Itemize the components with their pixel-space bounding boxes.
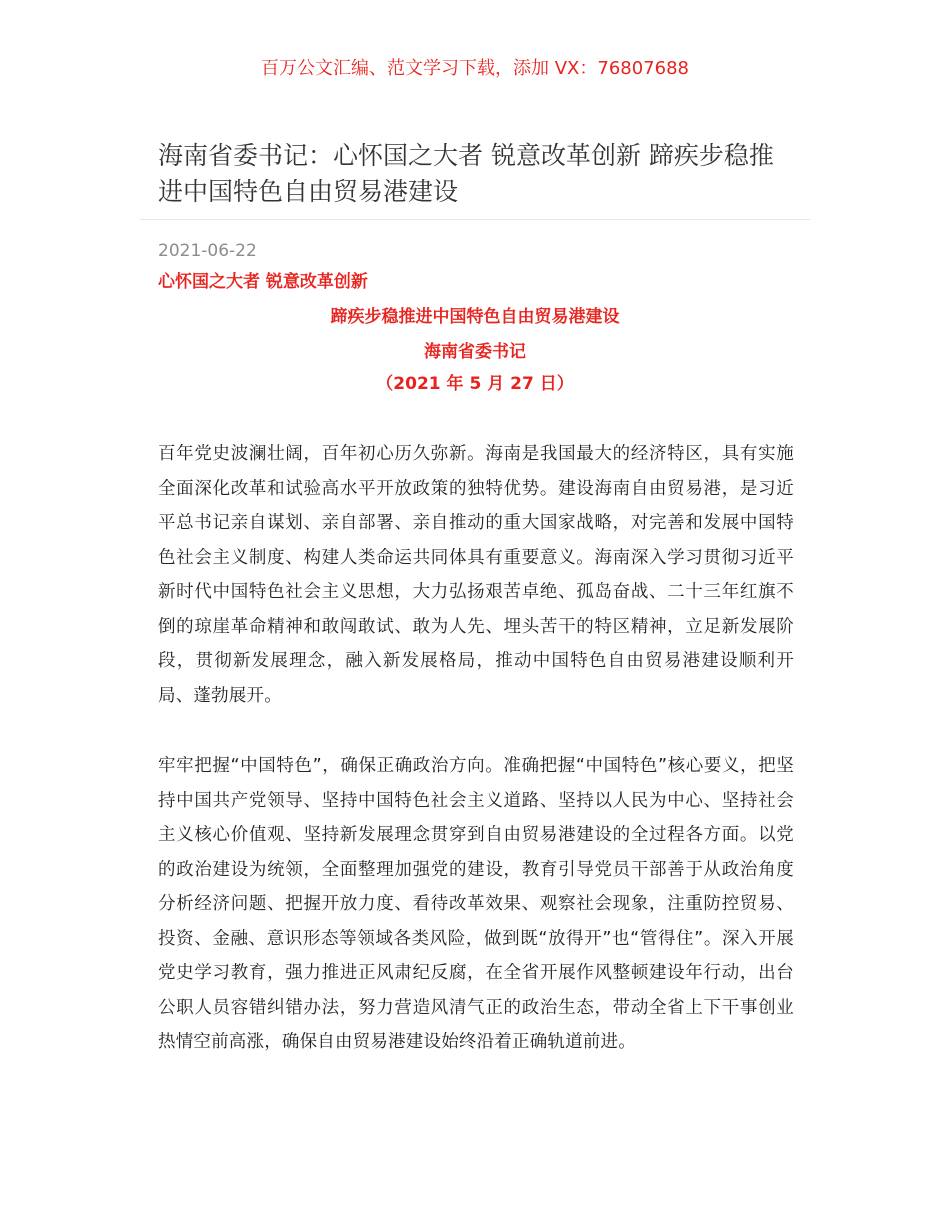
subheading-date: （2021 年 5 月 27 日） bbox=[376, 374, 574, 394]
subheading-topic: 蹄疾步稳推进中国特色自由贸易港建设 bbox=[330, 307, 620, 327]
subheading-slogan: 心怀国之大者 锐意改革创新 bbox=[158, 272, 368, 292]
publish-date: 2021-06-22 bbox=[158, 241, 257, 261]
promo-banner: 百万公文汇编、范文学习下载，添加 VX：76807688 bbox=[261, 58, 689, 79]
body-paragraph-1: 百年党史波澜壮阔，百年初心历久弥新。海南是我国最大的经济特区，具有实施全面深化改革和试验高水平开放政策的独特优势。建设海南自由贸易港，是习近平总书记亲自谋划、亲自部署、亲自推动的重大国家战略，对完善和发展中国特色社会主义制度、构建人类命运共同体具有重要意义。海南深入学习贯彻习近平新时代中国特色社会主义思想，大力弘扬艰苦卓绝、孤岛奋战、二十三年红旗不倒的琼崖革命精神和敢闯敢试、敢为人先、埋头苦干的特区精神，立足新发展阶段，贯彻新发展理念，融入新发展格局，推动中国特色自由贸易港建设顺利开局、蓬勃展开。 bbox=[158, 444, 794, 706]
title-divider bbox=[140, 219, 810, 220]
body-paragraph-2: 牢牢把握“中国特色”，确保正确政治方向。准确把握“中国特色”核心要义，把坚持中国共产党领导、坚持中国特色社会主义道路、坚持以人民为中心、坚持社会主义核心价值观、坚持新发展理念贯穿到自由贸易港建设的全过程各方面。以党的政治建设为统领，全面整理加强党的建设，教育引导党员干部善于从政治角度分析经济问题、把握开放力度、看待改革效果、观察社会现象，注重防控贸易、投资、金融、意识形态等领域各类风险，做到既“放得开”也“管得住”。深入开展党史学习教育，强力推进正风肃纪反腐，在全省开展作风整顿建设年行动，出台公职人员容错纠错办法，努力营造风清气正的政治生态，带动全省上下干事创业热情空前高涨，确保自由贸易港建设始终沿着正确轨道前进。 bbox=[158, 756, 794, 1052]
article-title: 海南省委书记：心怀国之大者 锐意改革创新 蹄疾步稳推进中国特色自由贸易港建设 bbox=[158, 141, 774, 206]
subheading-author: 海南省委书记 bbox=[424, 342, 526, 362]
